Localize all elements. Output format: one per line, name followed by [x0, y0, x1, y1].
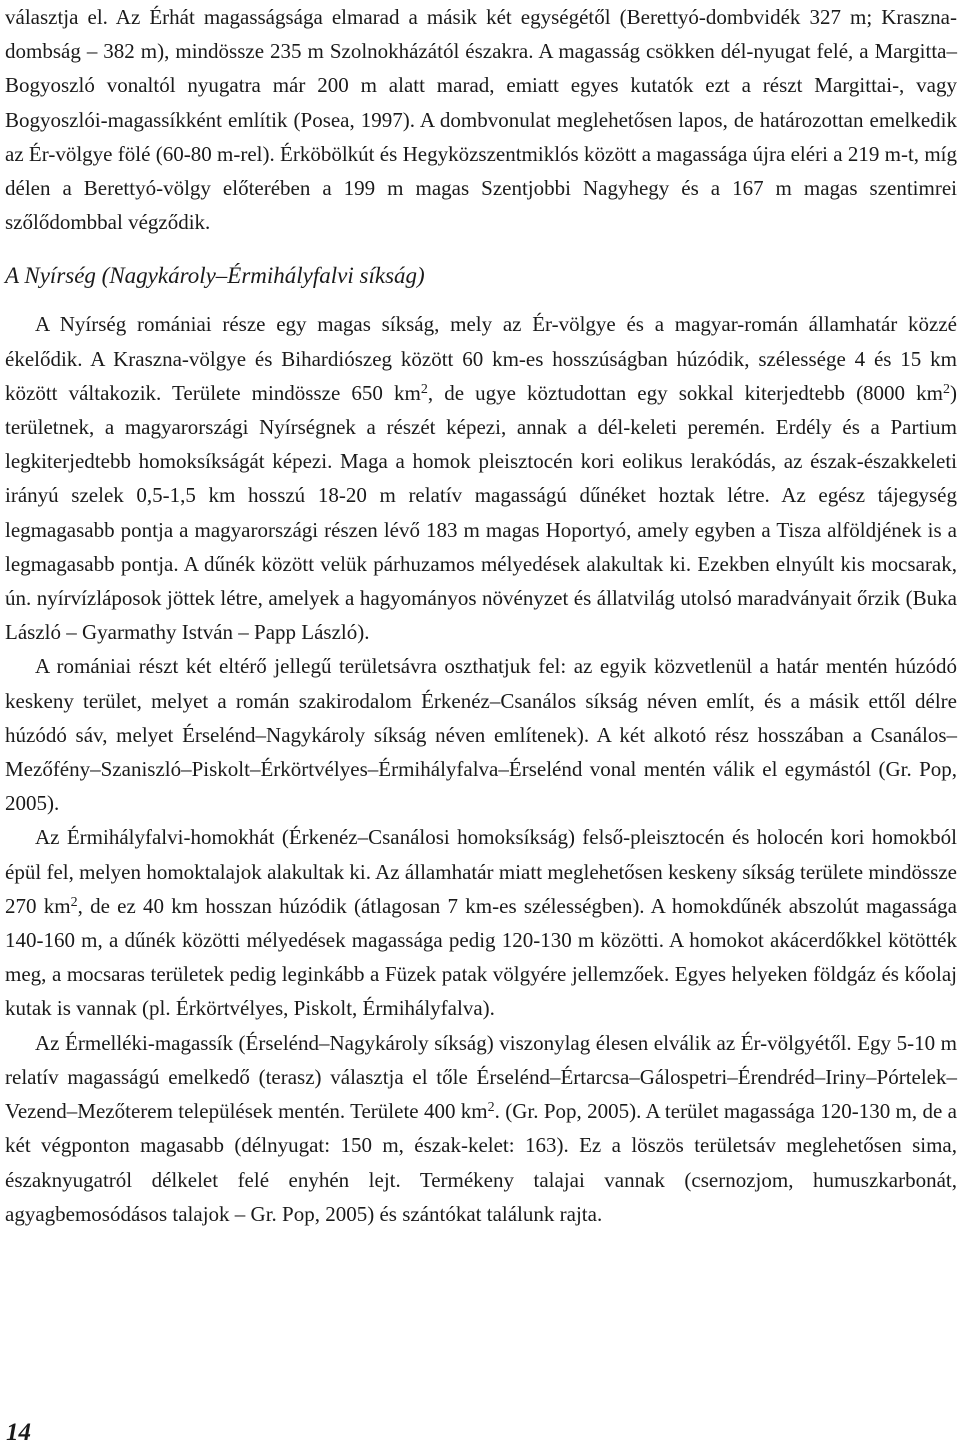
paragraph-text: Az Érmihályfalvi-homokhát (Érkenéz–Csanálosi homoksíkság) felső-pleisztocén és holocén kori homokból épül fel, melyen homoktalajok alakultak ki. Az államhatár miatt meglehetősen keskeny síkság területe mindössze 270 km — [5, 825, 957, 918]
paragraph-text: ) területnek, a magyarországi Nyírségnek a részét képezi, annak a dél-keleti peremén. Erdély és a Partium legkiterjedtebb homoksíkságát képezi. Maga a homok pleisztocén kori eolikus lerakódás, az észak-északkeleti irányú szelek 0,5-1,5 km hosszú 18-20 m relatív magasságú dűnéket hoztak létre. Az egész tájegység legmagasabb pontja a magyarországi részen lévő 183 m magas Hoportyó, amely egyben a Tisza alföldjének is a legmagasabb pontja. A dűnék között velük párhuzamos mélyedések alakultak ki. Ezekben elnyúlt kis mocsarak, ún. nyírvízláposok jöttek létre, amelyek a hagyományos növényzet és állatvilág utolsó maradványait őrzik (Buka László – Gyarmathy István – Papp László). — [5, 380, 957, 645]
superscript: 2 — [487, 1100, 495, 1116]
superscript: 2 — [420, 381, 428, 397]
document-page — [5, 0, 957, 1450]
page-number: 14 — [6, 1419, 31, 1446]
superscript: 2 — [943, 381, 950, 397]
paragraph-erhat-continuation: választja el. Az Érhát magasságsága elmarad a másik két egységétől (Berettyó-dombvidék 327 m; Kraszna-dombság – 382 m), mindössze 235 m Szolnokházától északra. A magasság csökken dél-nyugat felé, a Margitta–Bogyoszló vonaltól nyugatra már 200 m alatt marad, emiatt egyes kutatók ezt a részt Margittai-, vagy Bogyoszlói-magassíkként említik (Posea, 1997). A dombvonulat meglehetősen lapos, de határozottan emelkedik az Ér-völgye fölé (60-80 m-rel). Érköbölkút és Hegyközszentmiklós között a magassága újra eléri a 219 m-t, míg délen a Berettyó-völgy előterében a 199 m magas Szentjobbi Nagyhegy és a 167 m magas szentimrei szőlődombbal végződik. — [5, 5, 957, 235]
paragraph-romanian-part: A romániai részt két eltérő jellegű területsávra oszthatjuk fel: az egyik közvetlenül a határ mentén húzódó keskeny terület, melyet a román szakirodalom Érkenéz–Csanálos síkság néven említ, és a másik ettől délre húzódó sáv, melyet Érselénd–Nagykároly síkság néven említenek). A két alkotó rész hosszában a Csanálos–Mezőfény–Szaniszló–Piskolt–Érkörtvélyes–Érmihályfalva–Érselénd vonal mentén válik el egymástól (Gr. Pop, 2005). — [5, 654, 957, 816]
paragraph-text: Az Érmelléki-magassík (Érselénd–Nagykároly síkság) viszonylag élesen elválik az Ér-völgyétől. Egy 5-10 m relatív magasságú emelkedő (terasz) választja el tőle Érselénd–Értarcsa–Gálospetri–Érendréd–Iriny–Pórtelek–Vezend–Mezőterem települések mentén. Területe 400 km — [5, 1030, 957, 1124]
paragraph-ermelleki-magassik — [5, 1026, 957, 1231]
paragraph-text: . (Gr. Pop, 2005). A terület magassága 120-130 m, de a két végponton magasabb (délnyugat: 150 m, észak-kelet: 163). Ez a löszös területsáv meglehetősen sima, északnyugatról délkelet felé enyhén lejt. Termékeny talajai vannak (csernozjom, humuszkarbonát, agyagbemosódásos talajok – Gr. Pop, 2005) és szántókat találunk rajta. — [5, 1099, 957, 1226]
paragraph-text: , de ez 40 km hosszan húzódik (átlagosan 7 km-es szélességben). A homokdűnék abszolút magassága 140-160 m, a dűnék közötti mélyedések magassága pedig 120-130 m közötti. A homokot akácerdőkkel kötötték meg, a mocsaras területek pedig leginkább a Füzek patak völgyére jellemzőek. Egyes helyeken földgáz és kőolaj kutak is vannak (pl. Érkörtvélyes, Piskolt, Érmihályfalva). — [5, 893, 957, 1021]
superscript: 2 — [70, 894, 78, 910]
paragraph-text: , de ugye köztudottan egy sokkal kiterjedtebb (8000 km — [427, 380, 943, 405]
paragraph-ermihalyfalvi-homokhat — [5, 820, 957, 1025]
section-heading-nyirseg: A Nyírség (Nagykároly–Érmihályfalvi síkság) — [5, 263, 425, 289]
paragraph-nyirseg-intro — [5, 307, 957, 649]
paragraph-text: A Nyírség romániai része egy magas síkság, mely az Ér-völgye és a magyar-román államhatár közzé ékelődik. A Kraszna-völgye és Bihardiószeg között 60 km-es hosszúságban húzódik, szélessége 4 és 15 km között váltakozik. Területe mindössze 650 km — [5, 312, 957, 405]
